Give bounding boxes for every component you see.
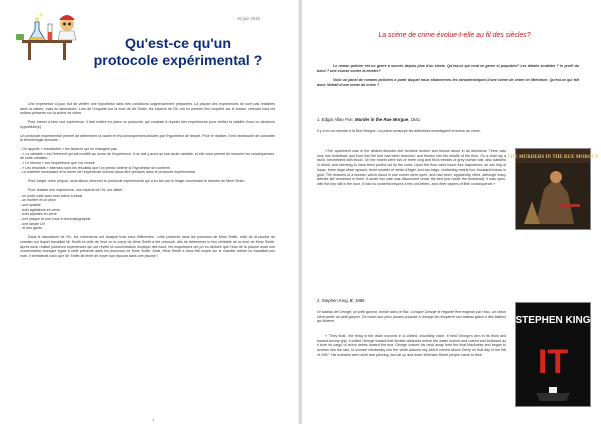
book-cover-poe <box>507 148 599 230</box>
section-2-year: , 1986 <box>352 298 365 303</box>
section-1-year: , 1841 <box>408 117 421 122</box>
book-cover-poe-title: THE MURDERS IN THE RUE MORGUE <box>507 155 599 160</box>
intro-paragraph-2: Voici un panel de romans policiers à partir duquel nous élaborerons les caractéristiques d'une scène de crime en littérature. Qu'est-ce qui fait donc l'attrait d'une scène de crime ? <box>317 78 579 88</box>
section-2-number: 2. Stephen King, <box>317 298 350 303</box>
term-item: - « Le témoin » est l'expérience que l'on choisit. <box>20 161 275 166</box>
section-2-quote: « 'They float,' the thing in the drain crooned in a clotted, chuckling voice. It held George's arm in its thick and toward-wormy grip, it pulled George toward that terrible darkness where the water rushed and roared and bellowed as it bore its cargo of storm debris toward the sea. George craned his neck away from the final blackness and began to scream into the rain, to scream mindlessly into the white autumn sky which curved above Derry on that day in the fall of 1957. His screams were shrill and piercing, and all up and down Witcham Street people came to their <box>317 334 506 357</box>
book-cover-king-illustration <box>516 303 590 406</box>
paragraph-3: Un protocole expérimental permet de déterminer la cause et les conséquences induites par l'hypothèse de départ. Pour le réaliser, il est nécessaire de connaître la terminologie suivante : <box>20 133 275 143</box>
page-date: 20 juin 2016 <box>237 16 260 21</box>
book-cover-king <box>515 302 591 407</box>
section-2-work: It <box>349 298 353 303</box>
gutter <box>298 0 299 424</box>
section-2-lead: Le bateau de George, un petit garçon, tombe dans le flac. Lorsque George le regarde être englouti par l'eau, un clown vient parler au petit garçon. Ce clown aux yeux jaunes propose à George de récupérer son bateau grâce à des ballons qui flottent. <box>317 310 506 324</box>
material-item: - une plaque et une cuve à chromatographie <box>20 217 275 222</box>
book-cover-king-title: IT <box>537 343 569 381</box>
paragraph-2: Pour mener à bien une expérience, il faut mettre en place un protocole, qui consiste à répéter des expériences pour vérifier la validité d'une ou plusieurs hypothèse(s). <box>20 120 275 129</box>
section-1-number: 1. Edgar Allan Poe, <box>317 117 355 122</box>
final-paragraph: Dans le laboratoire de l'IIL, les chercheurs ont analysé trois eaux différentes : celle présente dans les poumons de Mme Smith, celle de la piscine du chantier sur lequel travaillait Mr Smith et celle de l'eve où le corps de Mme Smith a été retrouvé, afin de déterminer le lieu véritable de la mort de Mme Smith. Après avoir réalisé plusieurs expériences qui ont révélé la concentration iconique des eaux, les enquêteurs ont pu en déduire que l'eau de la piscine avait une concentration iconique égale à celle présente dans les poumons de Mme Smith. Ainsi, Mme Smith a donc été noyée sur le chantier même où travaillait son mari. Il semblerait donc que Mr Smith ait tenté de noyer son épouse dans une piscine ! <box>20 235 275 258</box>
page-number: 1 <box>152 417 155 422</box>
term-item: - « La variable » est l'élément qui est modifié au cours de l'expérience. Il ne doit y avoir qu'une seule variable, et elle vous permet de mesurer les conséquences de cette variation. <box>20 152 275 161</box>
material-item: - trois pipettes en verre <box>20 212 275 217</box>
material-item: - et des gants. <box>20 226 275 231</box>
material-item: - un mortier et un pilon <box>20 198 275 203</box>
material-item: - trois agitateurs en verre <box>20 208 275 213</box>
material-item: - un porte-tube avec tous tubes à essai <box>20 194 275 199</box>
book-cover-king-author: STEPHEN KING <box>515 315 591 326</box>
right-intro <box>317 64 579 93</box>
terms-list <box>20 147 275 175</box>
intro-paragraph-1: Le roman policier est un genre à succès depuis plus d'un siècle. Qu'est-ce qui rend ce genre si populaire? Les détails sordides ? le profil du tueur ? une course contre la montre? <box>317 64 579 73</box>
material-item: - une spatule <box>20 203 275 208</box>
section-heading-king <box>317 298 365 303</box>
section-1-lead: Il y a eu un meurtre à la Rue Morgue. La police sensurpe les détectives investiguent la scène du crime. <box>317 129 481 133</box>
page-title: Qu'est-ce qu'un protocole expérimental ? <box>93 36 263 69</box>
paragraph-mme: Pour étayer notre propos, nous allons observer le protocole expérimental qui a eu lieu sur le tirage concernant le meurtre de Mme Smith. <box>28 179 246 184</box>
material-item: - une lampe UV <box>20 222 275 227</box>
term-item: - « Les résultats » attendus sont les résultats que l'on pense obtenir si l'hypothèse se confirme. <box>20 166 275 171</box>
right-page-title: La scène de crime évolue-t-elle au fil des siècles? <box>378 32 531 39</box>
left-page <box>0 0 298 424</box>
materials-list <box>20 194 275 232</box>
section-1-work: Murder in the Rue Morgue <box>354 117 409 122</box>
lab-illustration-icon <box>8 10 86 62</box>
term-item: - On appelle « constantes » les facteurs qui ne changent pas. <box>20 147 275 152</box>
materials-intro: Pour réaliser leur expérience, nos experts de l'IIL ont utilisé : <box>28 187 125 192</box>
term-item: - Le matériel nécessaire et la durée de l'expérience doivent aussi être précisés dans le protocole expérimental. <box>20 170 275 175</box>
article-body <box>20 102 275 263</box>
section-1-quote: «The apartment was in the wildest disorder–the furniture broken and thrown about in all directions. There was only one bedstead; and from this the bed had been removed, and thrown into the middle of the floor. On a chair lay a razor, besmeared with blood. On the hearth were two or three long and thick tresses of grey human hair, also dabbled in blood, and seeming to have been pulled out by the roots. Upon the floor were found four Napoleons, an ear-ring of topaz, three large silver spoons, three smaller of métal d'Alger, and two bags, containing nearly four thousand francs in gold. The drawers of a bureau, which stood in one corner were open, and had been, apparently, rifled, although many articles still remained in them. A small iron safe was discovered under the bed (not under the bedstead). It was open, with the key still in the door. It had no contents beyond a few old letters, and other papers of little consequence.» <box>317 149 506 186</box>
right-page <box>302 0 601 424</box>
book-cover-illustration <box>507 149 599 229</box>
section-heading-poe <box>317 117 420 122</box>
paragraph-1: Une expérience a pour but de vérifier une hypothèse dans des conditions soigneusement préparées. La plupart des expériences ne sont pas réalisées dans la nature, mais en laboratoire. Lors de l'enquête sur la mort de Mr Smith, les experts de l'IIL ont en premier lieu enquêté sur le terrain, relevant tous les indices présents sur la scène de crime. <box>20 102 275 116</box>
